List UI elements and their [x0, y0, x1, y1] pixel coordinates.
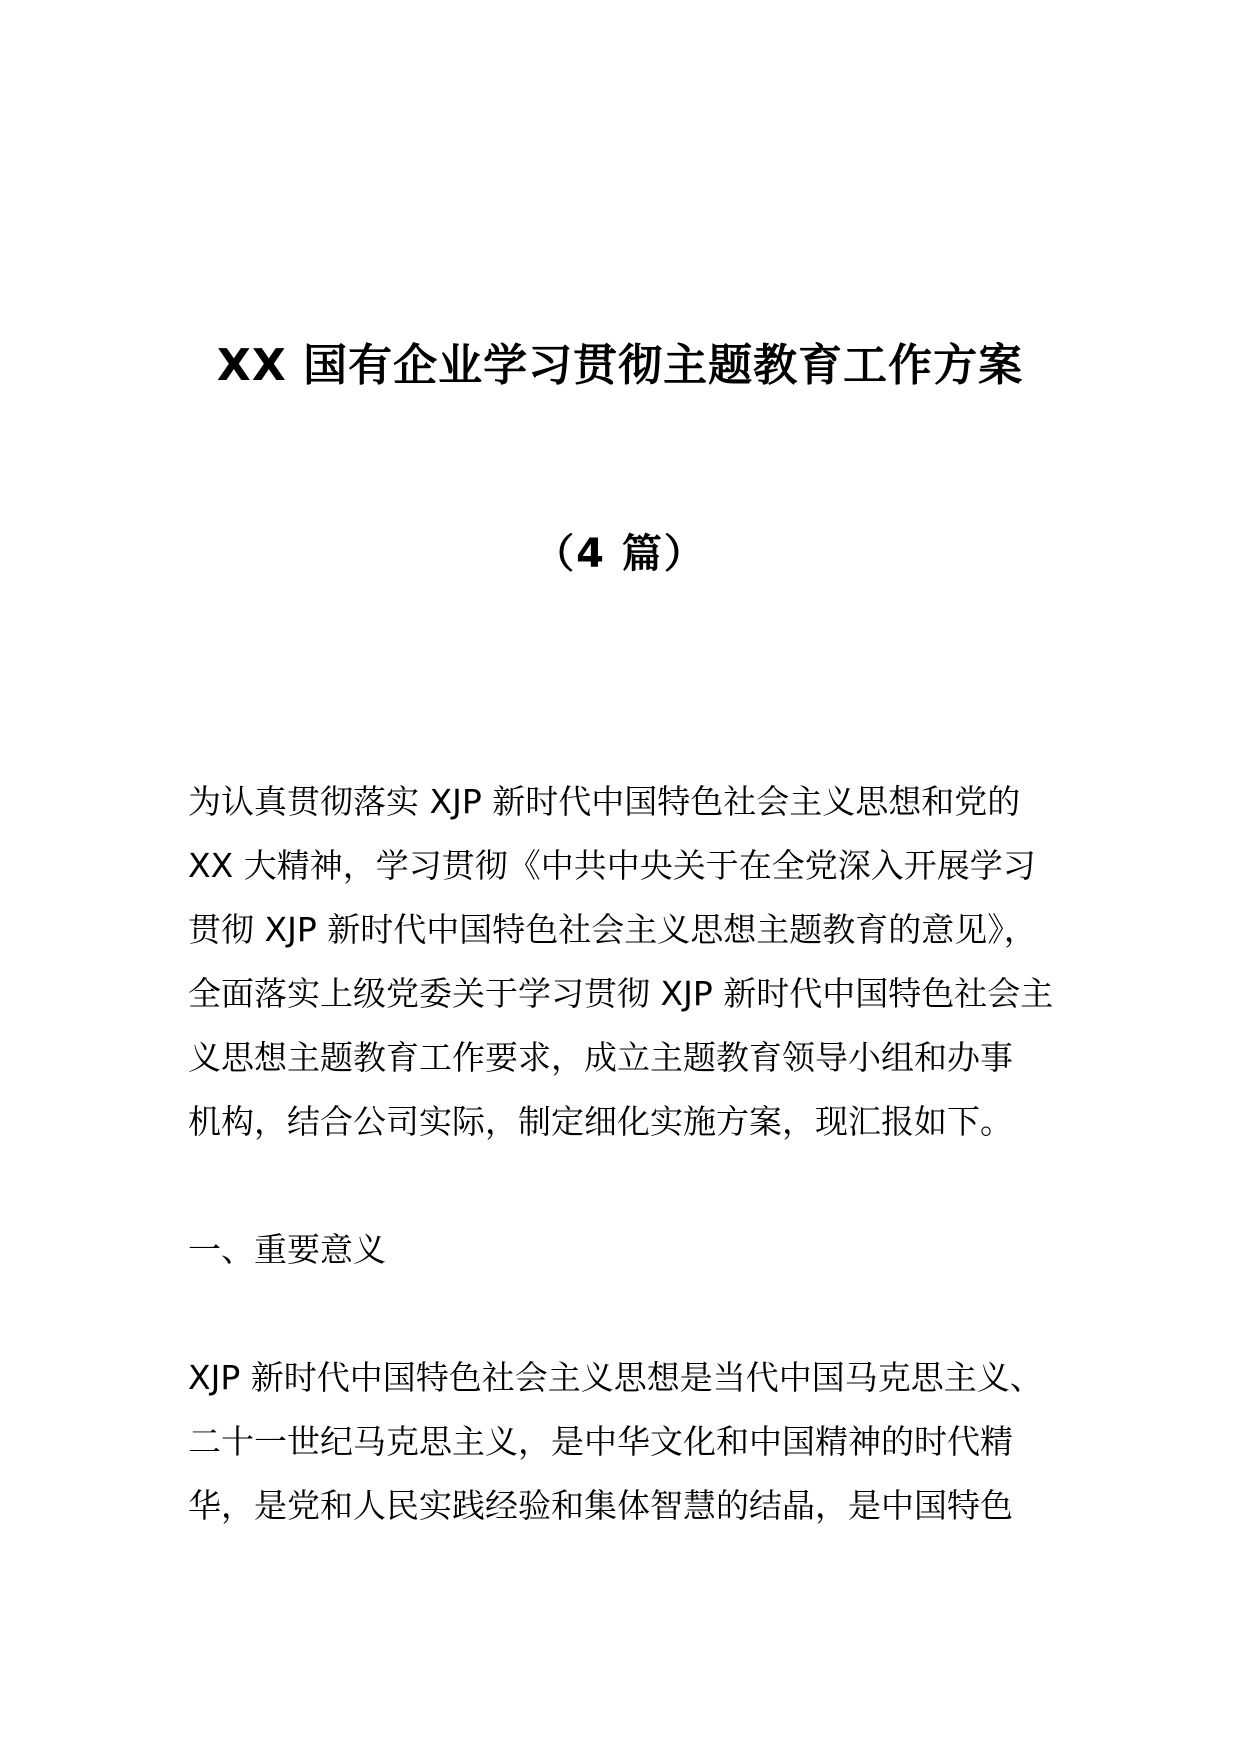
section-line: 二十一世纪马克思主义，是中华文化和中国精神的时代精	[188, 1422, 1013, 1461]
intro-line: 义思想主题教育工作要求，成立主题教育领导小组和办事	[188, 1038, 1013, 1077]
intro-line: 为认真贯彻落实 XJP 新时代中国特色社会主义思想和党的	[188, 782, 1021, 821]
section-paragraph	[188, 1346, 1054, 1538]
document-subtitle: （4 篇）	[534, 531, 706, 577]
intro-line: 贯彻 XJP 新时代中国特色社会主义思想主题教育的意见》，	[188, 910, 1037, 949]
document-title: XX 国有企业学习贯彻主题教育工作方案	[216, 340, 1024, 391]
section-line: XJP 新时代中国特色社会主义思想是当代中国马克思主义、	[188, 1358, 1043, 1397]
intro-line: 全面落实上级党委关于学习贯彻 XJP 新时代中国特色社会主	[188, 974, 1054, 1013]
intro-paragraph	[188, 770, 1054, 1154]
section-line: 华，是党和人民实践经验和集体智慧的结晶，是中国特色	[188, 1486, 1013, 1525]
section-heading: 一、重要意义	[188, 1230, 386, 1269]
intro-line: 机构，结合公司实际，制定细化实施方案，现汇报如下。	[188, 1102, 1013, 1141]
intro-line: XX 大精神，学习贯彻《中共中央关于在全党深入开展学习	[188, 846, 1036, 885]
